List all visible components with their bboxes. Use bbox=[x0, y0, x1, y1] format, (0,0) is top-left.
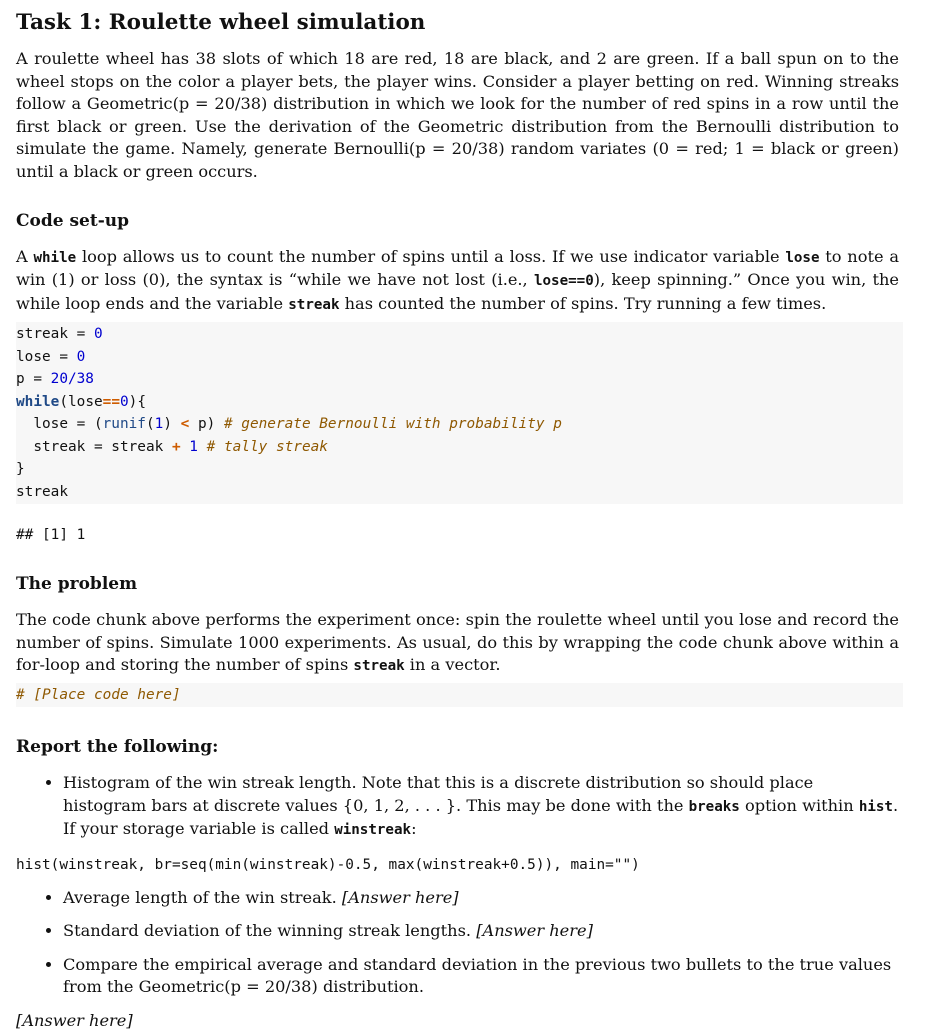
answer-placeholder[interactable]: [Answer here] bbox=[341, 887, 459, 907]
problem-paragraph: The code chunk above performs the experiment once: spin the roulette wheel until you lose and record the number of spins. Simulate 1000 experiments. As usual, do this by wrapping the code chunk above within a for-loop and storing the number of spins streak in a vector. bbox=[16, 609, 899, 675]
final-answer-placeholder[interactable]: [Answer here] bbox=[16, 1010, 133, 1030]
report-list bbox=[16, 772, 899, 842]
setup-code-block[interactable]: streak = 0 lose = 0 p = 20/38 while(lose==0){ lose = (runif(1) < p) # generate Bernoulli with probability p streak = streak + 1 # tally streak } streak bbox=[16, 322, 903, 504]
code-setup-paragraph: A while loop allows us to count the number of spins until a loss. If we use indicator variable lose to note a win (1) or loss (0), the syntax is “while we have not lost (i.e., lose==0), keep spinning.” Once you win, the while loop ends and the variable streak has counted the number of spins. Try running a few times. bbox=[16, 246, 899, 313]
setup-code-output: ## [1] 1 bbox=[16, 527, 86, 544]
task-title: Task 1: Roulette wheel simulation bbox=[16, 10, 426, 35]
report-item-average: • Average length of the win streak. [Answer here] bbox=[63, 887, 899, 910]
report-list-2 bbox=[16, 887, 899, 999]
answer-placeholder[interactable]: [Answer here] bbox=[476, 921, 593, 941]
problem-heading: The problem bbox=[16, 573, 138, 594]
code-setup-heading: Code set-up bbox=[16, 210, 130, 231]
report-item-compare: • Compare the empirical average and standard deviation in the previous two bullets to the true values from the Geometric(p = 20/38) distribution. bbox=[63, 954, 899, 999]
report-item-histogram: • Histogram of the win streak length. Note that this is a discrete distribution so should place histogram bars at discrete values {0, 1, 2, . . . }. This may be done with the breaks option within hist. If your storage variable is called winstreak: bbox=[63, 772, 899, 842]
placeholder-code-block[interactable]: # [Place code here] bbox=[16, 683, 903, 708]
report-item-sd: • Standard deviation of the winning streak lengths. [Answer here] bbox=[63, 920, 899, 943]
report-heading: Report the following: bbox=[16, 737, 219, 758]
task-intro: A roulette wheel has 38 slots of which 18 are red, 18 are black, and 2 are green. If a ball spun on to the wheel stops on the color a player bets, the player wins. Consider a player betting on red. Winning streaks follow a Geometric(p = 20/38) distribution in which we look for the number of red spins in a row until the first black or green. Use the derivation of the Geometric distribution from the Bernoulli distribution to simulate the game. Namely, generate Bernoulli(p = 20/38) random variates (0 = red; 1 = black or green) until a black or green occurs. bbox=[16, 49, 899, 181]
hist-code[interactable]: hist(winstreak, br=seq(min(winstreak)-0.5, max(winstreak+0.5)), main="") bbox=[16, 857, 640, 873]
